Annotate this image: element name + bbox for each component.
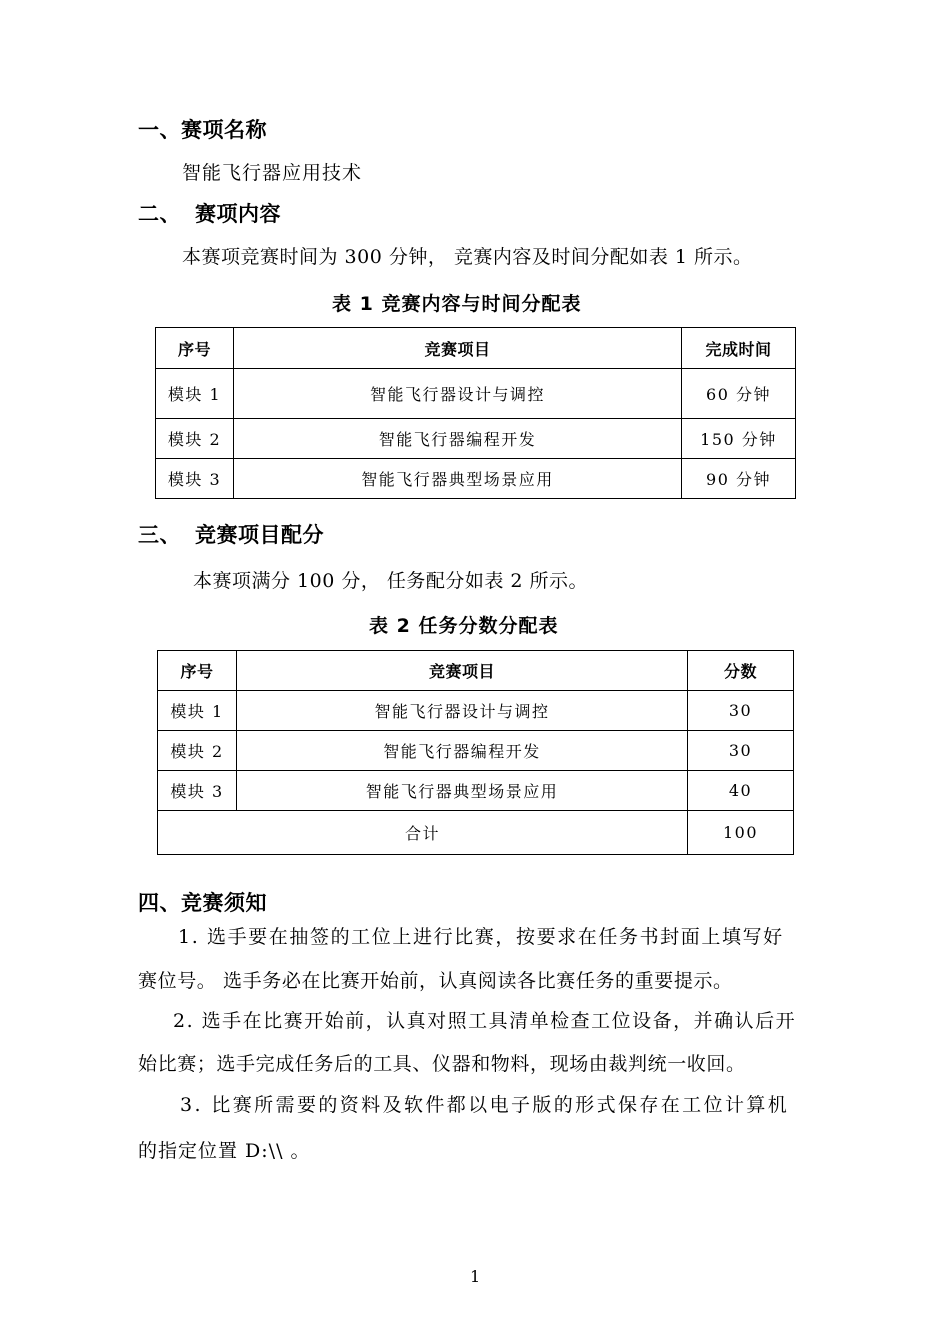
table-cell: 模块 1 [156,369,234,419]
table-2 [157,650,794,855]
table-1-header-cell: 完成时间 [682,328,796,369]
table-cell: 30 [688,691,794,731]
table-row [158,731,794,771]
table-cell: 60 分钟 [682,369,796,419]
table-cell: 智能飞行器典型场景应用 [234,459,682,499]
section-3-heading-text: 竞赛项目配分 [195,523,324,547]
table-1-header-cell: 序号 [156,328,234,369]
table-cell: 模块 2 [158,731,237,771]
table-cell: 150 分钟 [682,419,796,459]
table-cell: 模块 3 [156,459,234,499]
section-2-content: 本赛项竞赛时间为 300 分钟， 竞赛内容及时间分配如表 1 所示。 [182,246,753,268]
table-row [158,691,794,731]
table-2-header-cell: 分数 [688,651,794,691]
notice-item-2-line-2: 始比赛；选手完成任务后的工具、仪器和物料，现场由裁判统一收回。 [138,1053,746,1075]
table-cell: 30 [688,731,794,771]
notice-item-1-line-2: 赛位号。 选手务必在比赛开始前，认真阅读各比赛任务的重要提示。 [138,970,733,992]
table-row [156,369,796,419]
table-cell: 40 [688,771,794,811]
table-cell: 模块 3 [158,771,237,811]
table-cell: 智能飞行器编程开发 [234,419,682,459]
table-row [158,771,794,811]
table-1-header-row [156,328,796,369]
notice-item-2-line-1: 2. 选手在比赛开始前，认真对照工具清单检查工位设备，并确认后开 [173,1010,797,1032]
table-cell: 90 分钟 [682,459,796,499]
table-row [156,459,796,499]
table-row [156,419,796,459]
table-cell: 智能飞行器设计与调控 [234,369,682,419]
section-2-heading-text: 赛项内容 [195,202,281,226]
table-cell: 智能飞行器设计与调控 [237,691,688,731]
table-2-caption: 表 2 任务分数分配表 [369,615,559,637]
section-4-heading: 四、竞赛须知 [138,891,267,915]
notice-item-3-line-1: 3. 比赛所需要的资料及软件都以电子版的形式保存在工位计算机 [180,1094,790,1116]
total-value-cell: 100 [688,811,794,855]
table-cell: 智能飞行器典型场景应用 [237,771,688,811]
table-cell: 模块 1 [158,691,237,731]
section-2-heading-number: 二、 [138,202,181,226]
notice-item-3-line-2: 的指定位置 D:\\ 。 [138,1140,311,1162]
table-cell: 模块 2 [156,419,234,459]
table-2-header-cell: 竞赛项目 [237,651,688,691]
table-total-row [158,811,794,855]
table-1-header-cell: 竞赛项目 [234,328,682,369]
table-1-caption: 表 1 竞赛内容与时间分配表 [332,293,582,315]
page-number: 1 [470,1267,481,1286]
section-1-content: 智能飞行器应用技术 [182,162,363,184]
table-2-header-cell: 序号 [158,651,237,691]
section-3-heading-number: 三、 [138,523,181,547]
section-1-heading: 一、赛项名称 [138,118,267,142]
table-cell: 智能飞行器编程开发 [237,731,688,771]
table-2-header-row [158,651,794,691]
section-3-content: 本赛项满分 100 分， 任务配分如表 2 所示。 [193,570,589,592]
total-label-cell: 合计 [158,811,688,855]
notice-item-1-line-1: 1. 选手要在抽签的工位上进行比赛，按要求在任务书封面上填写好 [178,926,784,948]
table-1 [155,327,796,499]
